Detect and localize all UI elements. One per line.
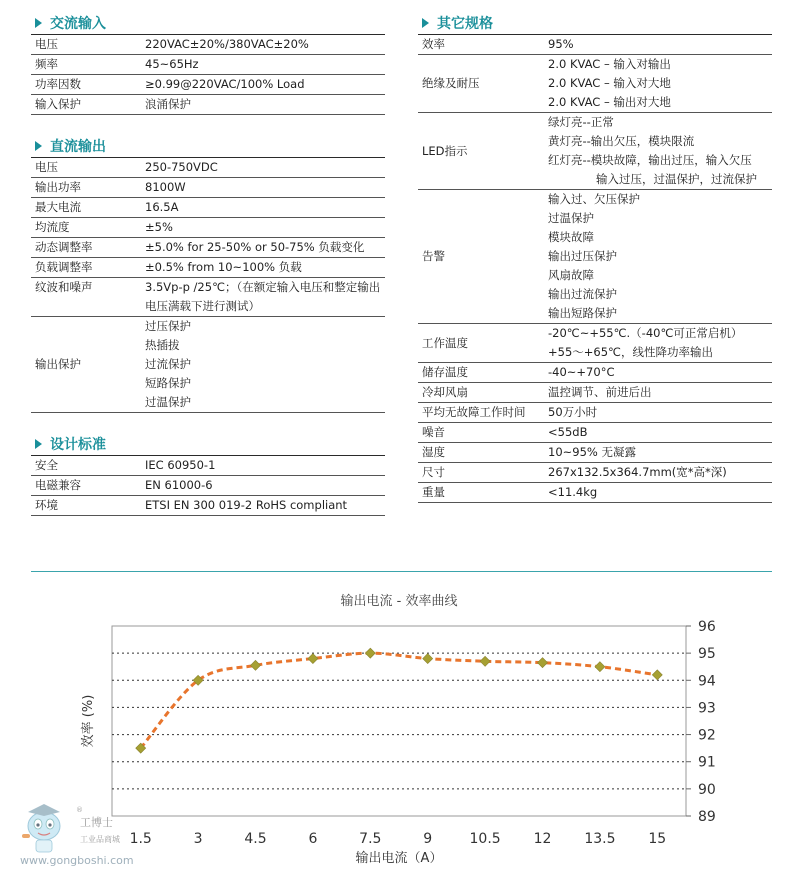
spec-key: 尺寸 [418, 463, 544, 483]
spec-value: ≥0.99@220VAC/100% Load [141, 75, 385, 95]
y-tick-label: 93 [698, 700, 716, 717]
spec-value: 输出过压保护 [548, 249, 617, 263]
spec-value: 16.5A [141, 198, 385, 218]
spec-value: 8100W [141, 178, 385, 198]
spec-value: 250-750VDC [141, 158, 385, 178]
spec-value: ±0.5% from 10~100% 负载 [141, 258, 385, 278]
section-divider [31, 571, 772, 572]
ac-input-row [31, 35, 385, 55]
x-tick-label: 7.5 [359, 831, 382, 847]
spec-value: -40~+70°C [544, 363, 772, 383]
x-tick-label: 12 [533, 831, 552, 847]
triangle-icon [422, 18, 429, 28]
triangle-icon [35, 141, 42, 151]
ripple-row [31, 278, 385, 298]
spec-value: 黄灯亮--输出欠压，模块限流 [548, 134, 695, 148]
x-tick-label: 3 [193, 831, 203, 847]
x-axis-label: 输出电流（A） [355, 851, 443, 866]
design-standard-title: 设计标准 [50, 437, 106, 453]
design-standard-section-title [31, 433, 385, 456]
logo-url: www.gongboshi.com [20, 854, 134, 867]
dc-output-row [31, 158, 385, 178]
spec-value: 输入过压，过温保护，过流保护 [544, 170, 772, 190]
spec-key: 噪音 [418, 423, 544, 443]
spec-value: 热插拔 [145, 338, 180, 352]
spec-value: 风扇故障 [548, 268, 594, 282]
spec-value: 2.0 KVAC – 输入对大地 [548, 76, 671, 90]
efficiency-row [418, 35, 772, 55]
ac-input-row [31, 95, 385, 115]
other-spec-row [418, 383, 772, 403]
other-spec-title: 其它规格 [437, 16, 493, 32]
spec-value: <11.4kg [544, 483, 772, 503]
spec-value: 输入过、欠压保护 [548, 192, 640, 206]
spec-value: 267x132.5x364.7mm(宽*高*深) [544, 463, 772, 483]
spec-key: 储存温度 [418, 363, 544, 383]
spec-value: 模块故障 [548, 230, 594, 244]
other-spec-row [418, 423, 772, 443]
spec-key: 输出保护 [31, 317, 141, 413]
dc-output-section-title [31, 135, 385, 158]
spec-value: 过流保护 [145, 357, 191, 371]
spec-value: EN 61000-6 [141, 476, 385, 496]
y-tick-label: 96 [698, 619, 716, 635]
spec-value: 过压保护 [145, 319, 191, 333]
spec-key: 安全 [31, 456, 141, 476]
spec-value: +55～+65℃，线性降功率输出 [544, 343, 772, 363]
output-protection-row [31, 317, 385, 337]
x-tick-label: 10.5 [469, 831, 501, 847]
dc-output-row [31, 238, 385, 258]
data-point [538, 658, 548, 668]
spec-value: 绿灯亮--正常 [548, 115, 614, 129]
ac-input-section-title [31, 12, 385, 35]
spec-value: 短路保护 [145, 376, 191, 390]
x-tick-label: 15 [648, 831, 667, 847]
spec-key: 湿度 [418, 443, 544, 463]
spec-key: 环境 [31, 496, 141, 516]
spec-key: LED指示 [418, 113, 544, 190]
right-column [418, 12, 772, 503]
spec-value: 3.5Vp-p /25℃；（在额定输入电压和整定输出 [145, 280, 381, 294]
data-point [423, 654, 433, 664]
gongboshi-logo [14, 790, 134, 870]
design-standard-row [31, 476, 385, 496]
spec-value: 红灯亮--模块故障，输出过压，输入欠压 [548, 153, 752, 167]
other-spec-row [418, 403, 772, 423]
spec-key: 电磁兼容 [31, 476, 141, 496]
y-tick-label: 90 [698, 781, 716, 798]
data-point [652, 670, 662, 680]
other-spec-row [418, 363, 772, 383]
efficiency-series-line [141, 653, 658, 748]
ac-input-title: 交流输入 [50, 16, 106, 32]
spec-value: 过温保护 [548, 211, 594, 225]
x-tick-label: 9 [423, 831, 433, 847]
x-tick-label: 1.5 [129, 831, 152, 847]
y-tick-label: 95 [698, 646, 716, 663]
ac-input-row [31, 55, 385, 75]
dc-output-row [31, 178, 385, 198]
spec-key: 冷却风扇 [418, 383, 544, 403]
spec-key: 告警 [418, 190, 544, 324]
data-point [308, 654, 318, 664]
data-point [480, 656, 490, 666]
spec-value: ETSI EN 300 019-2 RoHS compliant [141, 496, 385, 516]
spec-key: 负载调整率 [31, 258, 141, 278]
spec-value: ±5% [141, 218, 385, 238]
data-point [595, 662, 605, 672]
spec-key: 均流度 [31, 218, 141, 238]
other-spec-row [418, 463, 772, 483]
x-tick-label: 6 [308, 831, 318, 847]
spec-value: -20℃~+55℃.（-40℃可正常启机） [548, 326, 743, 340]
ac-input-table [31, 35, 385, 115]
spec-key: 频率 [31, 55, 141, 75]
x-tick-label: 4.5 [244, 831, 267, 847]
left-column [31, 12, 385, 516]
spec-value: 45~65Hz [141, 55, 385, 75]
spec-value: 输出过流保护 [548, 287, 617, 301]
spec-key: 输入保护 [31, 95, 141, 115]
dc-output-row [31, 198, 385, 218]
spec-value: 95% [544, 35, 772, 55]
other-spec-section-title [418, 12, 772, 35]
spec-value: 2.0 KVAC – 输入对输出 [548, 57, 671, 71]
chart-title: 输出电流 - 效率曲线 [340, 594, 458, 609]
dc-output-table [31, 158, 385, 413]
registered-mark: ® [76, 806, 83, 814]
spec-key: 电压 [31, 158, 141, 178]
spec-value: ±5.0% for 25-50% or 50-75% 负载变化 [141, 238, 385, 258]
other-spec-row [418, 483, 772, 503]
other-spec-row [418, 443, 772, 463]
spec-value: 浪涌保护 [141, 95, 385, 115]
spec-key: 功率因数 [31, 75, 141, 95]
spec-key: 绝缘及耐压 [418, 55, 544, 113]
dc-output-row [31, 218, 385, 238]
y-tick-label: 89 [698, 809, 716, 825]
y-axis-label: 效率 (%) [81, 694, 96, 748]
spec-key: 重量 [418, 483, 544, 503]
spec-key: 纹波和噪声 [31, 278, 141, 317]
spec-key: 工作温度 [418, 324, 544, 363]
spec-value: <55dB [544, 423, 772, 443]
spec-key: 动态调整率 [31, 238, 141, 258]
logo-subtext: 工业品商城 [80, 835, 120, 844]
dc-output-row [31, 258, 385, 278]
data-point [251, 660, 261, 670]
spec-value: 温控调节、前进后出 [544, 383, 772, 403]
triangle-icon [35, 439, 42, 449]
spec-key: 效率 [418, 35, 544, 55]
design-standard-row [31, 456, 385, 476]
y-tick-label: 91 [698, 754, 716, 771]
spec-value: 过温保护 [141, 393, 385, 413]
spec-value: IEC 60950-1 [141, 456, 385, 476]
insulation-row [418, 55, 772, 75]
data-point [365, 648, 375, 658]
spec-value: 50万小时 [544, 403, 772, 423]
x-tick-label: 13.5 [584, 831, 616, 847]
triangle-icon [35, 18, 42, 28]
other-spec-table [418, 35, 772, 503]
spec-value: 输出短路保护 [544, 304, 772, 324]
alarm-row [418, 190, 772, 210]
spec-value: 电压满载下进行测试） [141, 297, 385, 317]
spec-key: 最大电流 [31, 198, 141, 218]
operating-temp-row [418, 324, 772, 344]
y-tick-label: 94 [698, 673, 716, 690]
robot-mascot-icon [22, 804, 60, 852]
spec-value: 220VAC±20%/380VAC±20% [141, 35, 385, 55]
dc-output-title: 直流输出 [50, 139, 106, 155]
design-standard-row [31, 496, 385, 516]
design-standard-table [31, 456, 385, 516]
spec-value: 10~95% 无凝露 [544, 443, 772, 463]
spec-key: 输出功率 [31, 178, 141, 198]
led-row [418, 113, 772, 133]
spec-key: 电压 [31, 35, 141, 55]
spec-value: 2.0 KVAC – 输出对大地 [544, 93, 772, 113]
ac-input-row [31, 75, 385, 95]
y-tick-label: 92 [698, 727, 716, 744]
logo-text: 工博士 [80, 816, 113, 829]
spec-key: 平均无故障工作时间 [418, 403, 544, 423]
